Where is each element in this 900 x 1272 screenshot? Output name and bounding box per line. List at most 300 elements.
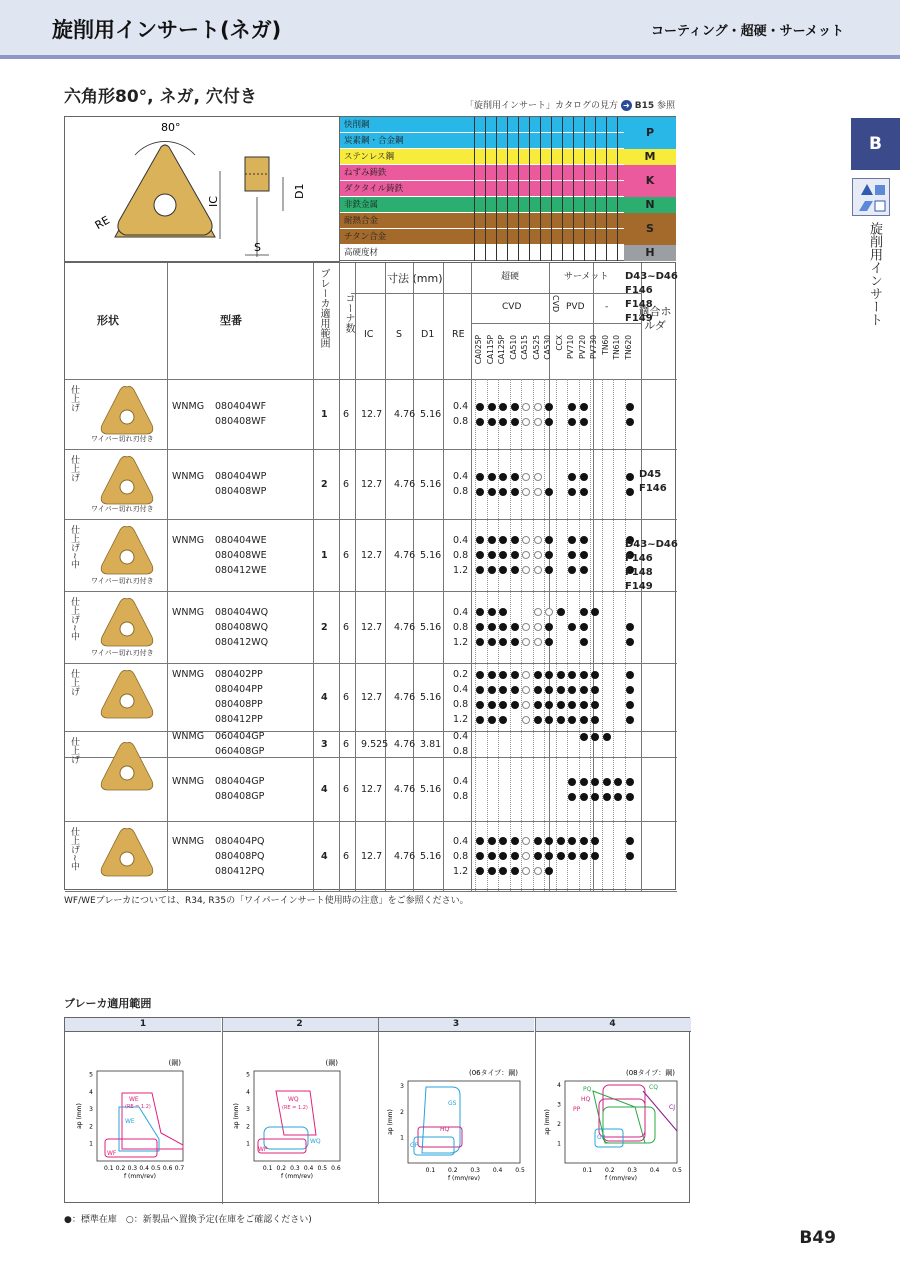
- dim-ic-value: 9.525: [361, 739, 389, 750]
- replace-dot: [534, 638, 542, 646]
- dim-re-value: 0.8: [453, 699, 469, 710]
- breaker-value: 4: [321, 784, 328, 795]
- svg-text:WF: WF: [107, 1150, 117, 1157]
- replace-dot: [522, 638, 530, 646]
- stock-dot: [568, 671, 576, 679]
- svg-text:3: 3: [556, 1101, 561, 1109]
- svg-text:WQ: WQ: [309, 1138, 321, 1145]
- stock-dot: [591, 686, 599, 694]
- dash-header: -: [605, 302, 609, 312]
- model-number: 080408WP: [215, 486, 267, 497]
- material-code: N: [624, 197, 676, 213]
- insert-photo: [97, 523, 157, 581]
- col-corners-header: コーナ数: [343, 293, 354, 333]
- corner-count: 6: [343, 784, 350, 795]
- grade-grid-line: [602, 379, 603, 891]
- stock-dot: [568, 551, 576, 559]
- stock-dot: [557, 837, 565, 845]
- shape-label: 仕上げ: [69, 669, 79, 696]
- dim-re-value: 0.8: [453, 416, 469, 427]
- cvd2-header: CVD: [551, 295, 560, 313]
- stock-dot: [499, 536, 507, 544]
- corner-count: 6: [343, 739, 350, 750]
- svg-text:ap (mm): ap (mm): [232, 1103, 240, 1129]
- svg-text:WE: WE: [125, 1118, 135, 1125]
- replace-dot: [534, 488, 542, 496]
- stock-dot: [580, 793, 588, 801]
- stock-dot: [591, 701, 599, 709]
- stock-dot: [488, 686, 496, 694]
- stock-dot: [603, 733, 611, 741]
- grade-header: CA530: [543, 335, 552, 360]
- stock-dot: [545, 671, 553, 679]
- model-number: 080404GP: [215, 776, 265, 787]
- dim-d1-value: 5.16: [420, 550, 442, 561]
- svg-text:5: 5: [89, 1071, 93, 1079]
- stock-dot: [580, 837, 588, 845]
- model-series: WNMG: [172, 401, 205, 412]
- dim-ic-value: 12.7: [361, 851, 383, 862]
- replace-dot: [522, 536, 530, 544]
- wiper-note: WF/WEブレーカについては、R34, R35の「ワイパーインサート使用時の注意」をご参照ください。: [64, 896, 469, 906]
- stock-dot: [476, 638, 484, 646]
- svg-text:(鋼): (鋼): [325, 1059, 338, 1067]
- column-separator: [167, 263, 168, 891]
- breaker-value: 2: [321, 479, 328, 490]
- stock-dot: [603, 778, 611, 786]
- dim-re-value: 1.2: [453, 714, 469, 725]
- stock-dot: [511, 701, 519, 709]
- stock-dot: [580, 566, 588, 574]
- svg-text:GS: GS: [448, 1100, 457, 1107]
- stock-dot: [545, 566, 553, 574]
- stock-dot: [626, 686, 634, 694]
- stock-dot: [511, 852, 519, 860]
- stock-dot: [580, 778, 588, 786]
- holder-code: F146: [625, 553, 653, 564]
- model-number: 080404WF: [215, 401, 267, 412]
- breaker-value: 1: [321, 409, 328, 420]
- model-number: 080404WP: [215, 471, 267, 482]
- stock-dot: [591, 716, 599, 724]
- material-code: H: [624, 245, 676, 261]
- stock-dot: [626, 837, 634, 845]
- stock-dot: [580, 418, 588, 426]
- material-grid-line: [606, 117, 607, 261]
- material-grid-line: [540, 117, 541, 261]
- dim-s-header: S: [396, 329, 403, 340]
- grade-grid-line: [567, 379, 568, 891]
- holder-code: F149: [625, 313, 653, 324]
- material-grid-line: [551, 117, 552, 261]
- stock-dot: [476, 716, 484, 724]
- header-separator: [471, 323, 641, 324]
- breaker-value: 4: [321, 851, 328, 862]
- material-grid-line: [562, 117, 563, 261]
- dim-ic-value: 12.7: [361, 550, 383, 561]
- grade-grid-line: [533, 379, 534, 891]
- model-number: 080404WQ: [215, 606, 269, 618]
- stock-dot: [626, 701, 634, 709]
- breaker-range-chart: [535, 1033, 691, 1203]
- stock-dot: [511, 403, 519, 411]
- insert-photo: [97, 825, 157, 883]
- stock-dot: [476, 852, 484, 860]
- material-grid-line: [507, 117, 508, 261]
- replace-dot: [534, 473, 542, 481]
- dim-re-header: RE: [452, 329, 465, 340]
- page-number: B49: [799, 1228, 836, 1248]
- stock-dot: [568, 778, 576, 786]
- grade-grid-line: [498, 379, 499, 891]
- model-series: WNMG: [172, 776, 205, 787]
- carbide-header: 超硬: [501, 272, 520, 282]
- holder-code: F146: [639, 483, 667, 494]
- stock-dot: [580, 671, 588, 679]
- stock-dot: [511, 837, 519, 845]
- stock-dot: [499, 608, 507, 616]
- stock-dot: [580, 473, 588, 481]
- corner-count: 6: [343, 622, 350, 633]
- grade-header: TN610: [612, 335, 621, 360]
- model-number: 080408WE: [215, 549, 267, 561]
- stock-dot: [488, 608, 496, 616]
- row-separator: [65, 663, 677, 664]
- dim-d1-value: 3.81: [420, 739, 442, 750]
- dim-re-value: 0.4: [453, 471, 469, 482]
- dim-s-value: 4.76: [394, 622, 416, 633]
- dim-s-value: 4.76: [394, 409, 416, 420]
- stock-dot: [499, 473, 507, 481]
- stock-dot: [488, 536, 496, 544]
- svg-text:CQ: CQ: [648, 1084, 658, 1091]
- grade-grid-line: [590, 379, 591, 891]
- svg-text:0.6: 0.6: [330, 1165, 341, 1172]
- stock-dot: [545, 852, 553, 860]
- shape-note: ワイパー切れ刃付き: [91, 435, 154, 443]
- stock-dot: [534, 716, 542, 724]
- stock-dot: [614, 778, 622, 786]
- svg-text:1: 1: [556, 1140, 561, 1148]
- stock-dot: [626, 671, 634, 679]
- replace-dot: [522, 623, 530, 631]
- replace-dot: [534, 867, 542, 875]
- breaker-col-header: 2: [222, 1018, 378, 1032]
- column-separator: [355, 263, 356, 891]
- stock-dot: [511, 566, 519, 574]
- stock-dot: [499, 551, 507, 559]
- stock-dot: [626, 778, 634, 786]
- grade-header: PV710: [566, 335, 575, 359]
- svg-text:IC: IC: [207, 196, 220, 207]
- dim-ic-value: 12.7: [361, 409, 383, 420]
- stock-dot: [557, 671, 565, 679]
- corner-count: 6: [343, 409, 350, 420]
- stock-dot: [545, 867, 553, 875]
- stock-dot: [499, 403, 507, 411]
- stock-dot: [511, 536, 519, 544]
- stock-dot: [534, 837, 542, 845]
- stock-dot: [545, 536, 553, 544]
- stock-dot: [511, 671, 519, 679]
- material-grid-line: [496, 117, 497, 261]
- section-title: 六角形80°, ネガ, 穴付き: [64, 87, 257, 107]
- svg-text:0.3: 0.3: [289, 1165, 300, 1172]
- stock-dot: [476, 488, 484, 496]
- turning-insert-icon: [852, 178, 890, 216]
- grade-grid-line: [579, 379, 580, 891]
- material-grid-line: [474, 117, 475, 261]
- model-series: WNMG: [172, 471, 205, 482]
- stock-dot: [511, 551, 519, 559]
- dim-re-value: 0.4: [453, 776, 469, 787]
- svg-text:5: 5: [245, 1071, 250, 1079]
- svg-text:2: 2: [245, 1123, 250, 1131]
- svg-text:S: S: [254, 241, 261, 254]
- stock-dot: [476, 701, 484, 709]
- stock-dot: [568, 403, 576, 411]
- replace-dot: [522, 418, 530, 426]
- dim-d1-value: 5.16: [420, 784, 442, 795]
- stock-dot: [626, 488, 634, 496]
- stock-dot: [626, 473, 634, 481]
- model-number: 080412PP: [215, 714, 263, 725]
- stock-dot: [568, 716, 576, 724]
- dim-d1-value: 5.16: [420, 692, 442, 703]
- stock-dot: [557, 686, 565, 694]
- svg-text:0.1: 0.1: [582, 1167, 592, 1174]
- dim-ic-value: 12.7: [361, 622, 383, 633]
- model-series: WNMG: [172, 669, 205, 680]
- model-number: 080412WE: [215, 564, 267, 576]
- dim-re-value: 0.8: [453, 746, 469, 757]
- arrow-right-icon: ➜: [621, 100, 632, 111]
- dim-s-value: 4.76: [394, 692, 416, 703]
- dim-re-value: 0.4: [453, 534, 469, 546]
- svg-text:0.3: 0.3: [470, 1167, 480, 1174]
- svg-text:0.4: 0.4: [649, 1167, 659, 1174]
- dim-s-value: 4.76: [394, 784, 416, 795]
- svg-text:ap (mm): ap (mm): [76, 1103, 83, 1129]
- grade-header: CA025P: [474, 335, 483, 365]
- holder-code: D45: [639, 469, 662, 480]
- grade-grid-line: [544, 379, 545, 891]
- dim-re-value: 0.8: [453, 621, 469, 633]
- svg-text:D1: D1: [293, 183, 306, 199]
- row-separator: [65, 591, 677, 592]
- stock-dot: [499, 671, 507, 679]
- stock-dot: [534, 701, 542, 709]
- svg-text:4: 4: [245, 1088, 250, 1096]
- stock-dot: [580, 403, 588, 411]
- stock-dot: [557, 716, 565, 724]
- grade-header: TN620: [623, 335, 633, 360]
- stock-dot: [511, 473, 519, 481]
- dim-re-value: 0.8: [453, 850, 469, 862]
- holder-code: D43~D46: [625, 271, 678, 282]
- svg-text:ap (mm): ap (mm): [387, 1109, 394, 1135]
- model-number: 080404PQ: [215, 835, 265, 847]
- dim-s-value: 4.76: [394, 851, 416, 862]
- replace-dot: [522, 701, 530, 709]
- dim-re-value: 0.4: [453, 606, 469, 618]
- grade-header: CA115P: [485, 335, 495, 365]
- stock-dot: [568, 488, 576, 496]
- stock-dot: [580, 701, 588, 709]
- stock-dot: [580, 852, 588, 860]
- dim-re-value: 1.2: [453, 636, 469, 648]
- stock-dot: [580, 733, 588, 741]
- replace-dot: [522, 473, 530, 481]
- stock-dot: [545, 403, 553, 411]
- stock-dot: [476, 536, 484, 544]
- svg-text:0.4: 0.4: [303, 1165, 313, 1172]
- svg-text:0.2: 0.2: [276, 1165, 286, 1172]
- stock-dot: [499, 488, 507, 496]
- model-number: 080408WQ: [215, 621, 269, 633]
- holder-code: F148: [625, 299, 653, 310]
- dim-re-value: 0.2: [453, 669, 469, 680]
- material-name: ステンレス鋼: [344, 152, 394, 162]
- svg-text:4: 4: [556, 1081, 561, 1089]
- material-name: ねずみ鋳鉄: [344, 168, 387, 178]
- shape-note: ワイパー切れ刃付き: [91, 577, 154, 585]
- replace-dot: [522, 852, 530, 860]
- dim-re-value: 0.4: [453, 401, 469, 412]
- dim-re-value: 1.2: [453, 564, 469, 576]
- stock-dot: [488, 701, 496, 709]
- header-separator: [351, 293, 641, 294]
- model-number: 080408PQ: [215, 850, 265, 862]
- svg-text:ap (mm): ap (mm): [543, 1109, 551, 1135]
- stock-dot: [580, 638, 588, 646]
- stock-dot: [476, 867, 484, 875]
- svg-text:2: 2: [89, 1123, 93, 1131]
- dim-re-value: 0.4: [453, 835, 469, 847]
- stock-dot: [568, 793, 576, 801]
- svg-text:f (mm/rev): f (mm/rev): [280, 1173, 313, 1180]
- stock-dot: [476, 837, 484, 845]
- replace-dot: [534, 418, 542, 426]
- svg-text:PQ: PQ: [582, 1086, 591, 1093]
- replace-dot: [522, 671, 530, 679]
- stock-dot: [545, 686, 553, 694]
- stock-dot: [511, 867, 519, 875]
- stock-dot: [488, 671, 496, 679]
- model-number: 080412PQ: [215, 865, 265, 877]
- stock-dot: [545, 837, 553, 845]
- svg-text:0.1: 0.1: [104, 1165, 114, 1172]
- shape-label: 仕上げ~中: [69, 597, 79, 641]
- material-grid-line: [617, 117, 618, 261]
- dim-d1-value: 5.16: [420, 409, 442, 420]
- stock-dot: [603, 793, 611, 801]
- legend: ●：標準在庫 ○：新製品へ置換予定(在庫をご確認ください): [64, 1215, 312, 1225]
- dim-re-value: 1.2: [453, 865, 469, 877]
- replace-dot: [522, 566, 530, 574]
- svg-text:f (mm/rev): f (mm/rev): [604, 1175, 637, 1182]
- svg-text:GP: GP: [410, 1142, 419, 1149]
- breaker-range-chart: [378, 1033, 534, 1203]
- breaker-col-header: 3: [378, 1018, 534, 1032]
- material-name: ダクタイル鋳鉄: [344, 184, 404, 194]
- stock-dot: [499, 716, 507, 724]
- svg-text:(鋼): (鋼): [168, 1059, 181, 1067]
- replace-dot: [522, 716, 530, 724]
- grade-grid-line: [475, 379, 476, 891]
- col-shape-header: 形状: [97, 314, 119, 327]
- svg-text:3: 3: [89, 1106, 93, 1114]
- dim-ic-value: 12.7: [361, 784, 383, 795]
- stock-dot: [499, 623, 507, 631]
- stock-dot: [568, 623, 576, 631]
- stock-dot: [488, 473, 496, 481]
- stock-dot: [476, 623, 484, 631]
- svg-text:(08タイプ：鋼): (08タイプ：鋼): [625, 1069, 675, 1077]
- dim-d1-value: 5.16: [420, 622, 442, 633]
- svg-text:0.3: 0.3: [127, 1165, 138, 1172]
- svg-text:1: 1: [89, 1140, 93, 1148]
- stock-dot: [488, 551, 496, 559]
- dim-re-value: 0.4: [453, 731, 469, 742]
- stock-dot: [511, 638, 519, 646]
- svg-text:CJ: CJ: [668, 1104, 675, 1111]
- replace-dot: [534, 551, 542, 559]
- svg-text:0.3: 0.3: [626, 1167, 637, 1174]
- stock-dot: [511, 488, 519, 496]
- stock-dot: [580, 623, 588, 631]
- svg-text:3: 3: [245, 1106, 250, 1114]
- model-series: WNMG: [172, 534, 205, 546]
- catalog-ref[interactable]: 「旋削用インサート」カタログの見方 ➜ B15 参照: [464, 101, 675, 111]
- svg-text:HQ: HQ: [440, 1126, 450, 1133]
- svg-text:0.7: 0.7: [174, 1165, 185, 1172]
- material-name: 耐熱合金: [344, 216, 379, 226]
- breaker-value: 1: [321, 550, 328, 561]
- pvd-header: PVD: [566, 302, 585, 312]
- stock-dot: [534, 852, 542, 860]
- stock-dot: [557, 852, 565, 860]
- dim-s-value: 4.76: [394, 550, 416, 561]
- insert-photo: [97, 739, 157, 797]
- page-title: 旋削用インサート(ネガ): [52, 18, 282, 42]
- cermet-header: サーメット: [564, 272, 609, 282]
- model-number: 080404WE: [215, 534, 267, 546]
- model-series: WNMG: [172, 731, 205, 742]
- grade-header: CA525: [531, 335, 541, 360]
- stock-dot: [476, 403, 484, 411]
- dim-d1-value: 5.16: [420, 851, 442, 862]
- stock-dot: [488, 488, 496, 496]
- dim-re-value: 0.8: [453, 486, 469, 497]
- grade-header: CCX: [554, 335, 564, 351]
- material-name: チタン合金: [344, 232, 387, 242]
- material-grid-line: [529, 117, 530, 261]
- svg-text:1: 1: [400, 1134, 404, 1142]
- breaker-range-panel: [64, 1017, 690, 1203]
- material-name: 高硬度材: [344, 248, 379, 258]
- stock-dot: [476, 686, 484, 694]
- svg-text:(06タイプ：鋼): (06タイプ：鋼): [468, 1069, 518, 1077]
- breaker-value: 3: [321, 739, 328, 750]
- stock-dot: [568, 852, 576, 860]
- side-tab-letter[interactable]: B: [851, 118, 900, 170]
- stock-dot: [488, 837, 496, 845]
- grade-header: CA125P: [497, 335, 506, 365]
- header-category: コーティング・超硬・サーメット: [650, 24, 844, 39]
- svg-text:PP: PP: [572, 1106, 580, 1113]
- material-code: K: [624, 165, 676, 197]
